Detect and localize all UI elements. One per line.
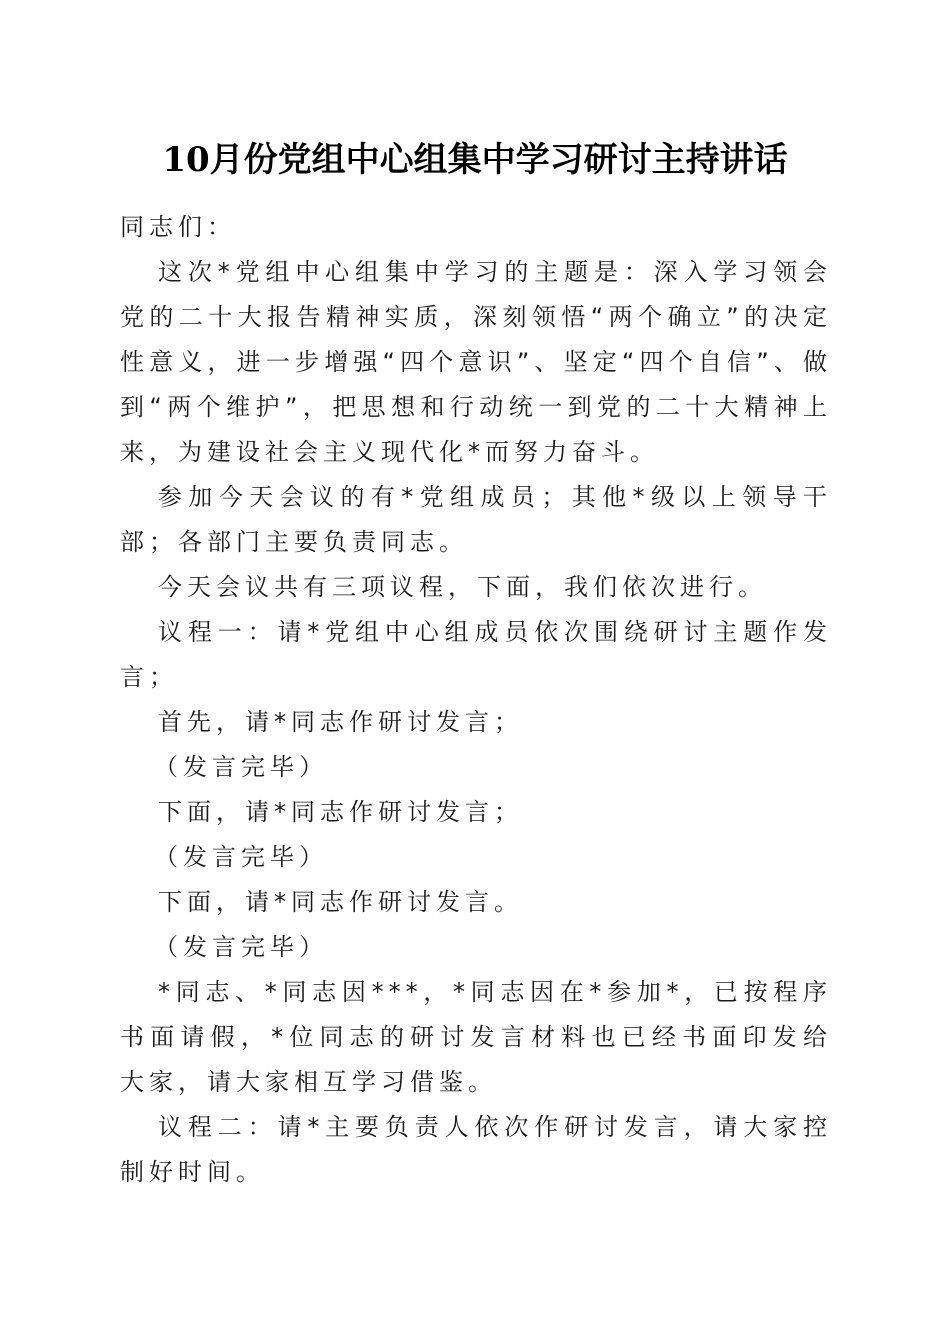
paragraph-leave-notice: *同志、*同志因***，*同志因在*参加*，已按程序书面请假，*位同志的研讨发言材料也已经书面印发给大家，请大家相互学习借鉴。 bbox=[120, 978, 832, 1096]
paragraph-next-speaker: 下面，请*同志作研讨发言； bbox=[158, 798, 523, 826]
paragraph-next-speaker: 下面，请*同志作研讨发言。 bbox=[158, 888, 523, 916]
paragraph-speech-finished: （发言完毕） bbox=[154, 933, 328, 961]
document-title: 10月份党组中心组集中学习研讨主持讲话 bbox=[162, 140, 788, 180]
paragraph-agenda-one: 议程一：请*党组中心组成员依次围绕研讨主题作发言； bbox=[120, 618, 832, 691]
paragraph-agenda-intro: 今天会议共有三项议程，下面，我们依次进行。 bbox=[158, 573, 767, 601]
paragraph-theme: 这次*党组中心组集中学习的主题是：深入学习领会党的二十大报告精神实质，深刻领悟“两个确立”的决定性意义，进一步增强“四个意识”、坚定“四个自信”、做到“两个维护”，把思想和行动统一到党的二十大精神上来，为建设社会主义现代化*而努力奋斗。 bbox=[120, 258, 832, 466]
paragraph-first-speaker: 首先，请*同志作研讨发言； bbox=[158, 708, 523, 736]
document-body bbox=[120, 205, 832, 1195]
paragraph-speech-finished: （发言完毕） bbox=[154, 843, 328, 871]
paragraph-attendees: 参加今天会议的有*党组成员；其他*级以上领导干部；各部门主要负责同志。 bbox=[120, 483, 832, 556]
paragraph-agenda-two: 议程二：请*主要负责人依次作研讨发言，请大家控制好时间。 bbox=[120, 1113, 832, 1186]
paragraph-speech-finished: （发言完毕） bbox=[154, 753, 328, 781]
salutation: 同志们： bbox=[120, 213, 236, 241]
